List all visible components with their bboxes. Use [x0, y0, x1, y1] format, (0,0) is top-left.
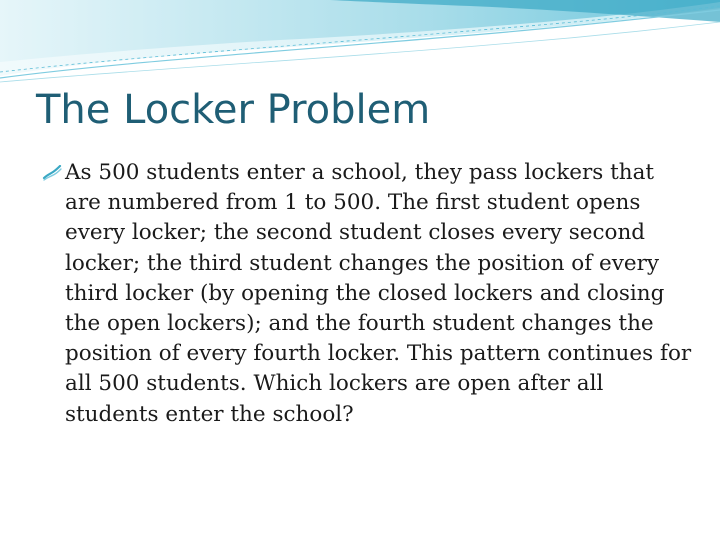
bullet-text: As 500 students enter a school, they pass lockers that are numbered from 1 to 500. The first student opens every locker; the second student closes every second locker; the third student changes the position of every third locker (by opening the closed lockers and closing the open lockers); and the fourth student changes the position of every fourth locker. This pattern continues for all 500 students. Which lockers are open after all students enter the school? — [65, 160, 692, 427]
slide-title: The Locker Problem — [36, 87, 431, 133]
wave-header-decoration — [0, 0, 720, 90]
wave-bullet-icon — [42, 165, 62, 181]
bullet-item — [42, 158, 692, 430]
